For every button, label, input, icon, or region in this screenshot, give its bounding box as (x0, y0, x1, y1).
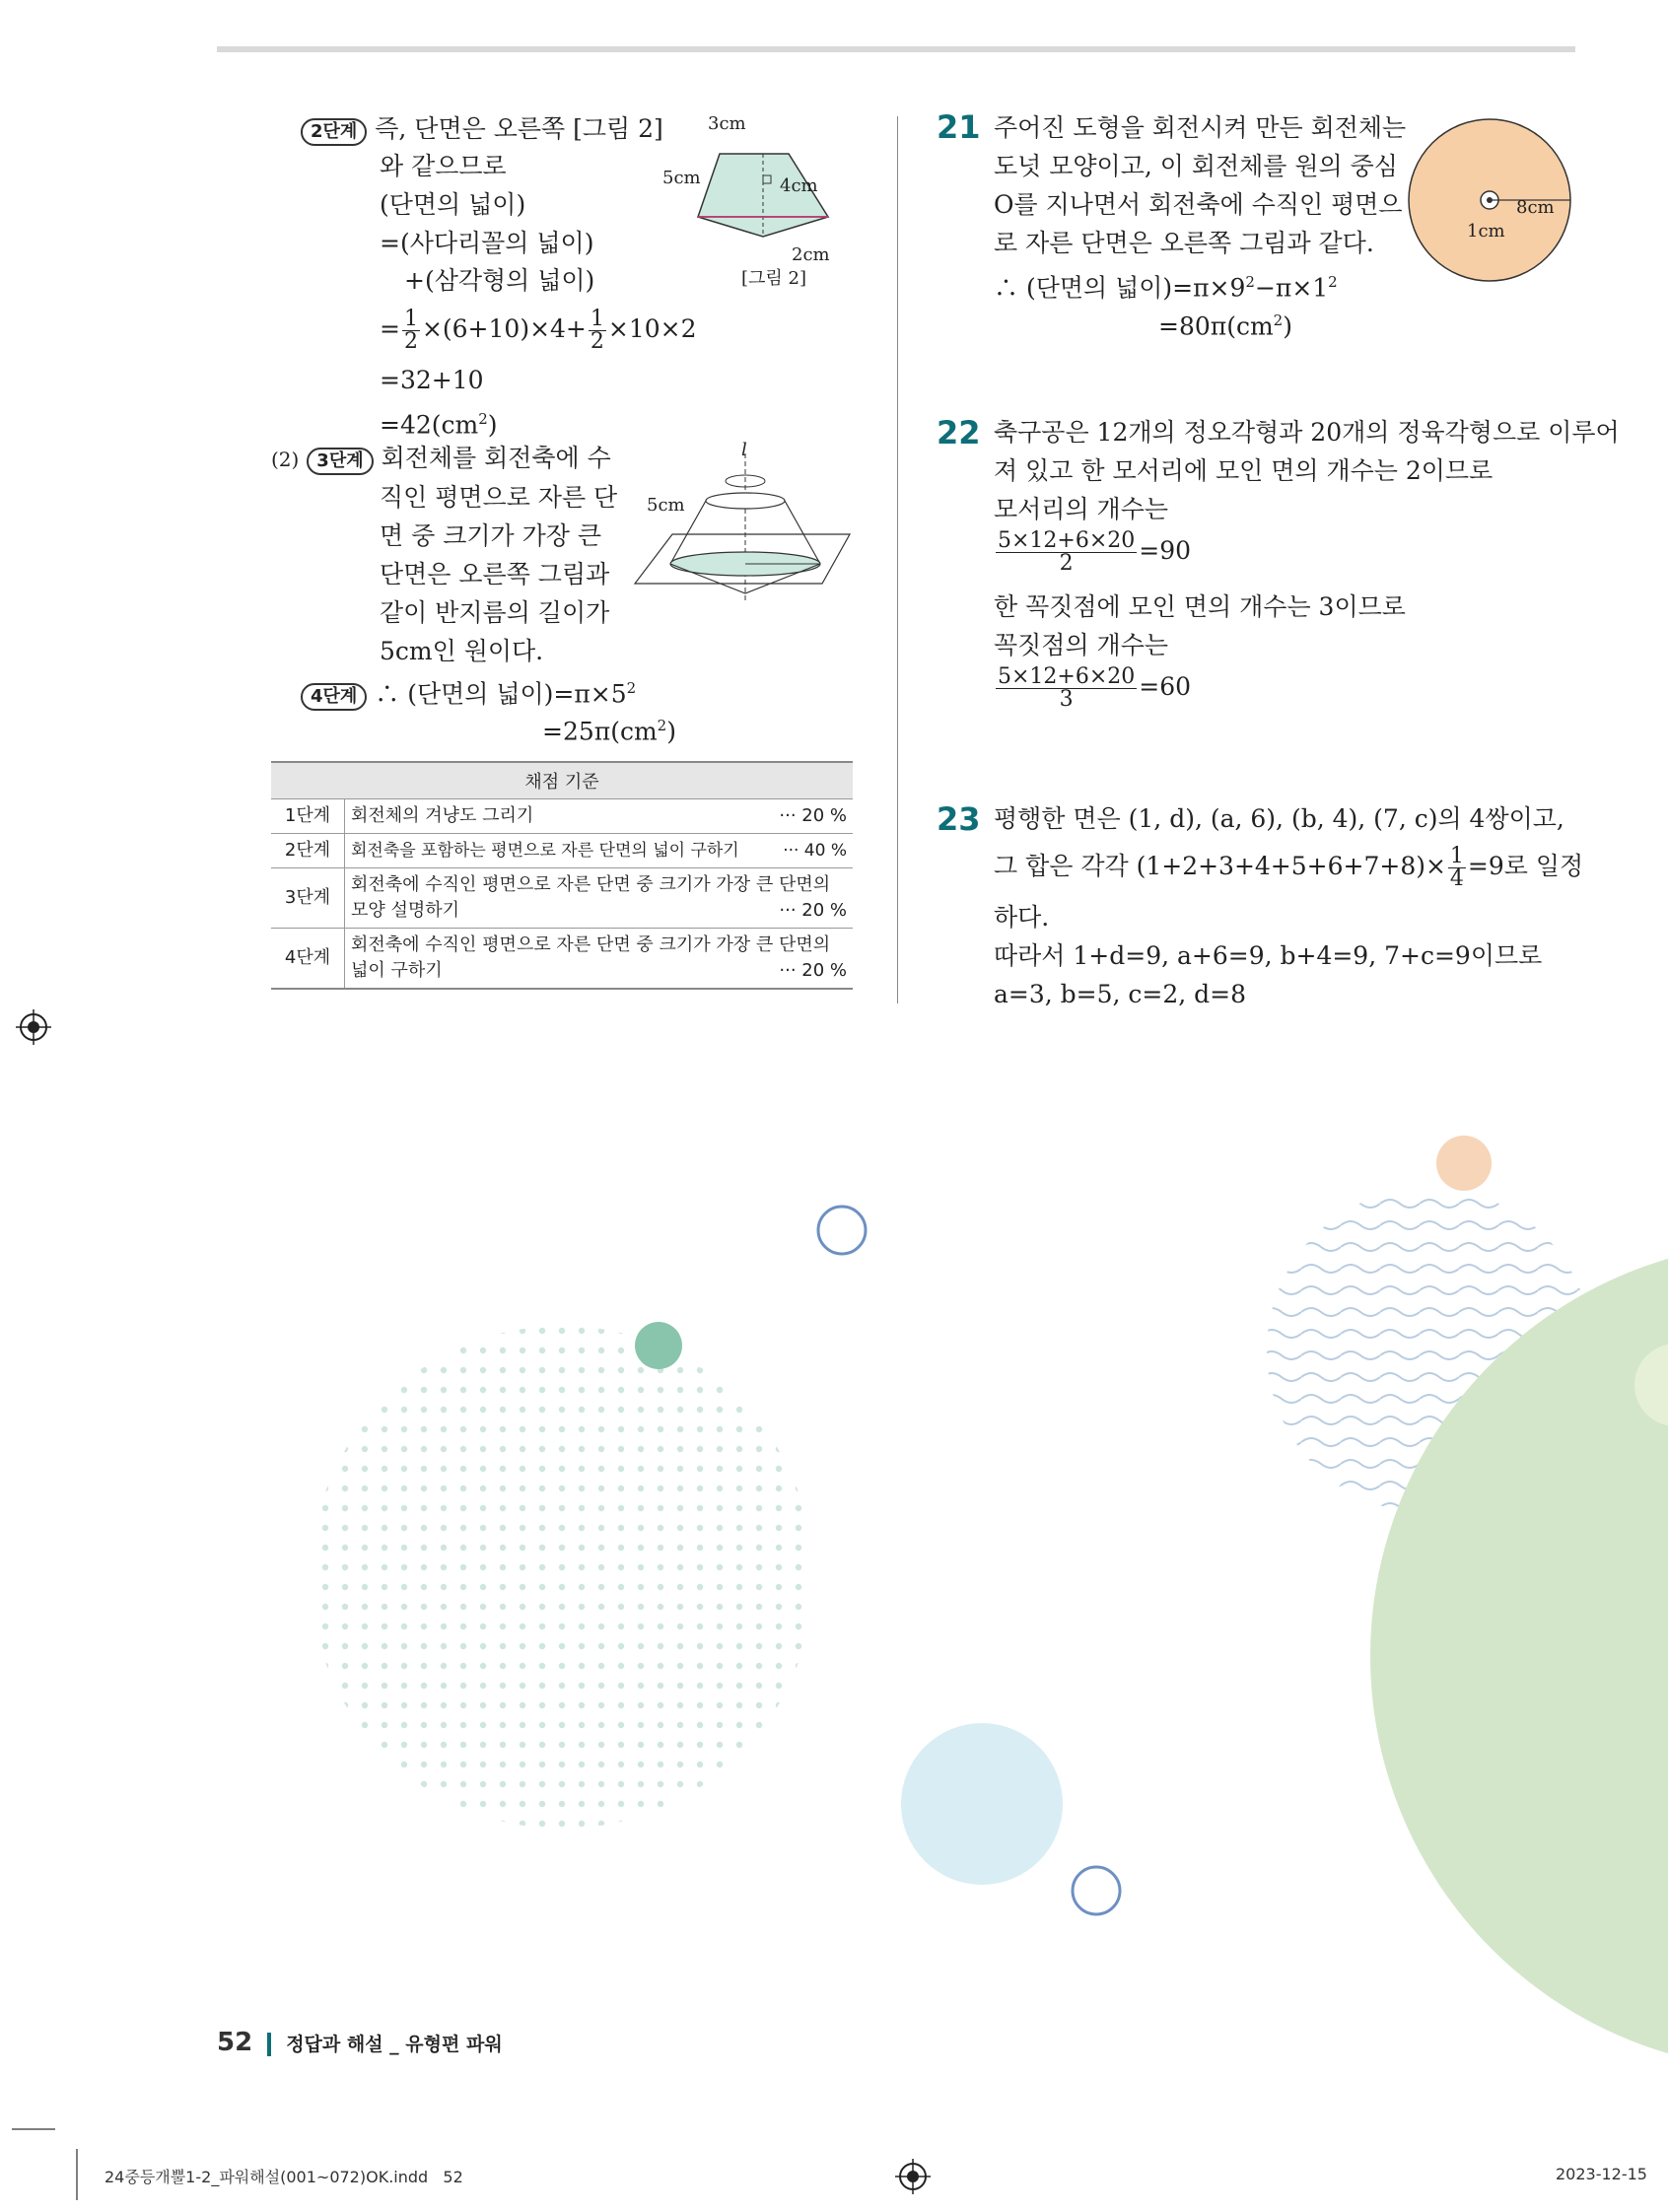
table-row (271, 929, 853, 990)
table-row (271, 868, 853, 929)
footer-title: 정답과 해설 _ 유형편 파워 (286, 2034, 503, 2055)
q21-number: 21 (937, 108, 981, 146)
footer-divider (267, 2033, 271, 2056)
grade-text: 회전축을 포함하는 평면으로 자른 단면의 넓이 구하기 (351, 841, 739, 861)
fig3-radius-label: 5cm (647, 495, 685, 516)
step3-line1 (271, 441, 611, 477)
step2-eq2: =32+10 (380, 366, 484, 394)
step4-badge: 4단계 (301, 683, 367, 711)
grade-text: 회전축에 수직인 평면으로 자른 단면 중 크기가 가장 큰 단면의 넓이 구하기 (351, 934, 831, 981)
eq3-sup: 2 (478, 410, 488, 428)
q21-line6 (1158, 303, 1292, 344)
q22-line1: 축구공은 12개의 정오각형과 20개의 정육각형으로 이루어 (994, 418, 1620, 447)
page-number: 52 (217, 2028, 253, 2057)
table-row (271, 834, 853, 868)
q22-line5: 꼭짓점의 개수는 (994, 631, 1168, 659)
grade-criterion (345, 834, 854, 868)
q21-l5b: −π×1 (1254, 273, 1329, 303)
step2-text-3: (단면의 넓이) (380, 190, 526, 219)
q21-sup1: 2 (1245, 273, 1255, 291)
fig2-label-4cm: 4cm (780, 175, 818, 196)
grade-stage: 3단계 (271, 868, 345, 929)
q22-frac1-res: =90 (1139, 536, 1192, 565)
blue-ring-bottom (1073, 1867, 1120, 1914)
grade-criterion (345, 868, 854, 929)
page-footer (217, 2028, 503, 2057)
table-row (271, 799, 853, 834)
q21-sup2: 2 (1328, 273, 1338, 291)
fig2-caption: [그림 2] (741, 268, 806, 289)
q23-number: 23 (937, 800, 981, 838)
step2-eq1 (380, 309, 697, 353)
q22-line3: 모서리의 개수는 (994, 495, 1168, 523)
q21-line1: 주어진 도형을 회전시켜 만든 회전체는 (994, 113, 1407, 142)
step4-line1 (301, 670, 636, 712)
q22-line4: 한 꼭짓점에 모인 면의 개수는 3이므로 (994, 592, 1406, 621)
frac-num-2: 1 (590, 307, 604, 331)
eq1-prefix: = (380, 314, 400, 343)
step2-text-5: +(삼각형의 넓이) (404, 266, 595, 295)
grade-criterion (345, 929, 854, 990)
frac-den-2: 2 (590, 329, 604, 354)
q21-line4: 로 자른 단면은 오른쪽 그림과 같다. (994, 229, 1374, 257)
step4-sup-2: 2 (657, 717, 667, 734)
step3-text-4: 단면은 오른쪽 그림과 (380, 560, 610, 588)
q21-line5 (994, 264, 1338, 306)
q21-l6-end: ) (1283, 311, 1292, 341)
q22-frac2-den: 3 (1059, 687, 1074, 712)
q23-frac-den: 4 (1449, 866, 1464, 891)
q23-line1: 평행한 면은 (1, d), (a, 6), (b, 4), (7, c)의 4쌍이고, (994, 804, 1564, 833)
grade-text: 회전축에 수직인 평면으로 자른 단면 중 크기가 가장 큰 단면의 모양 설명하기 (351, 874, 831, 921)
step3-text-3: 면 중 크기가 가장 큰 (380, 521, 601, 550)
grading-header: 채점 기준 (271, 762, 853, 799)
file-name: 24중등개뿔1-2_파워해설(001~072)OK.indd 52 (104, 2168, 463, 2186)
q22-frac1-num: 5×12+6×20 (998, 528, 1136, 553)
q21-annulus-figure (1405, 116, 1582, 284)
step3-part: (2) (271, 448, 300, 471)
grade-stage: 4단계 (271, 929, 345, 990)
step2-line1 (301, 111, 663, 147)
q22-frac1-den: 2 (1059, 551, 1074, 576)
step3-text-2: 직인 평면으로 자른 단 (380, 483, 618, 512)
peach-dot (1436, 1136, 1492, 1191)
frac-num: 1 (403, 307, 418, 331)
q21-l5a: ∴ (단면의 넓이)=π×9 (994, 273, 1246, 303)
fraction-half-2 (589, 309, 606, 353)
step2-text-4: =(사다리꼴의 넓이) (380, 229, 594, 257)
step4-text-2: =25π(cm (542, 717, 658, 746)
grade-score: ··· 20 % (779, 900, 847, 921)
q21-sup3: 2 (1273, 311, 1284, 329)
grade-stage: 1단계 (271, 799, 345, 834)
step4-text-1: ∴ (단면의 넓이)=π×5 (375, 679, 627, 709)
column-divider (897, 116, 898, 1003)
grade-criterion (345, 799, 854, 834)
step2-text-2: 와 같으므로 (380, 152, 507, 180)
grade-score: ··· 40 % (783, 841, 847, 861)
fig3-axis-label: l (741, 440, 747, 460)
eq1-mid: ×(6+10)×4+ (421, 314, 587, 343)
eq1-end: ×10×2 (607, 314, 697, 343)
print-date: 2023-12-15 (1556, 2165, 1647, 2183)
light-blue-circle (901, 1723, 1063, 1885)
q22-line2: 져 있고 한 모서리에 모인 면의 개수는 2이므로 (994, 456, 1494, 485)
figure-3-frustum (631, 444, 868, 611)
step2-eq3 (380, 401, 498, 443)
frac-den: 2 (403, 329, 418, 354)
q22-frac1-line (994, 530, 1191, 575)
q22-frac2-res: =60 (1139, 672, 1192, 701)
q22-frac1 (996, 530, 1137, 575)
blue-ring-top (818, 1207, 866, 1254)
fig2-label-5cm: 5cm (662, 168, 701, 188)
green-dot (635, 1322, 682, 1369)
q23-l2-post: =9로 일정 (1467, 852, 1584, 880)
grade-text: 회전체의 겨냥도 그리기 (351, 805, 534, 826)
q22-frac2-line (994, 666, 1191, 711)
q22-number: 22 (937, 414, 981, 451)
top-rule (217, 46, 1575, 52)
grade-score: ··· 20 % (779, 805, 847, 826)
q21-line2: 도넛 모양이고, 이 회전체를 원의 중심 (994, 152, 1398, 180)
q22-frac2 (996, 666, 1137, 711)
registration-mark-bottom (895, 2159, 931, 2194)
eq3-text: =42(cm (380, 410, 479, 440)
grade-score: ··· 20 % (779, 960, 847, 981)
eq3-end: ) (487, 410, 498, 440)
step2-badge: 2단계 (301, 118, 367, 146)
step4-end: ) (666, 717, 676, 746)
q23-frac-num: 1 (1449, 844, 1464, 868)
step3-badge: 3단계 (307, 448, 373, 475)
step3-text-1: 회전체를 회전축에 수 (381, 444, 611, 472)
registration-mark-left (16, 1009, 51, 1045)
q23-line5: a=3, b=5, c=2, d=8 (994, 980, 1247, 1008)
q23-line2 (994, 846, 1583, 890)
q21-line3: O를 지나면서 회전축에 수직인 평면으 (994, 190, 1403, 219)
step4-line2 (542, 708, 676, 749)
q23-line3: 하다. (994, 903, 1050, 932)
step4-sup-1: 2 (626, 679, 637, 697)
step2-text-1: 즉, 단면은 오른쪽 [그림 2] (375, 114, 663, 143)
q23-l2-pre: 그 합은 각각 (1+2+3+4+5+6+7+8)× (994, 852, 1446, 880)
q23-frac (1448, 846, 1466, 890)
q21-label-1cm: 1cm (1467, 221, 1505, 242)
step3-text-6: 5cm인 원이다. (380, 637, 544, 665)
grading-table (271, 761, 853, 990)
grade-stage: 2단계 (271, 834, 345, 868)
q23-line4: 따라서 1+d=9, a+6=9, b+4=9, 7+c=9이므로 (994, 941, 1543, 970)
q21-label-8cm: 8cm (1516, 197, 1555, 218)
fraction-half (402, 309, 420, 353)
dot-pattern (296, 1311, 828, 1843)
q21-l6: =80π(cm (1158, 311, 1274, 341)
fig2-label-3cm: 3cm (708, 113, 746, 134)
q22-frac2-num: 5×12+6×20 (998, 664, 1136, 689)
fig2-label-2cm: 2cm (792, 244, 830, 265)
step3-text-5: 같이 반지름의 길이가 (380, 598, 610, 627)
